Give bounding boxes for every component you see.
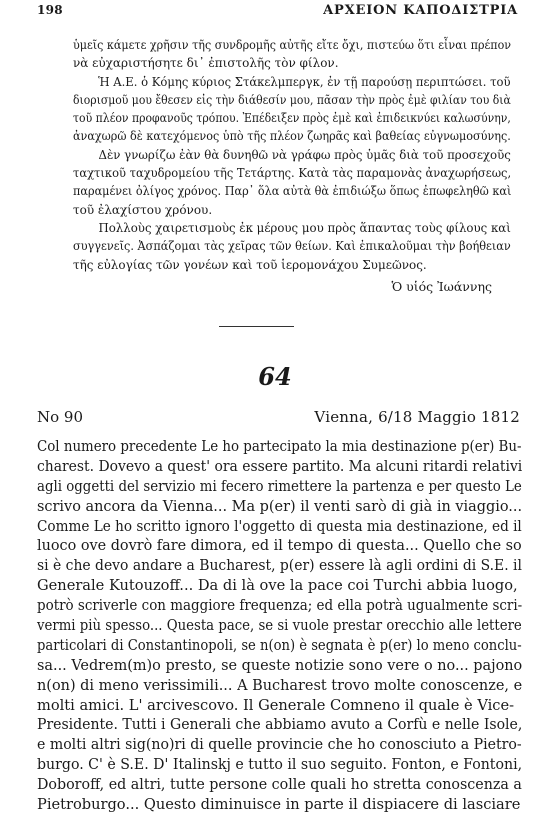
running-title: ΑΡΧΕΙΟΝ ΚΑΠΟΔΙΣΤΡΙΑ — [323, 3, 518, 18]
greek-line: διορισμοῦ μου ἔθεσεν εἰς τὴν διάθεσίν μου, πᾶσαν τὴν πρὸς ἐμὲ φιλίαν του διὰ — [73, 92, 511, 107]
italian-line: agli oggetti del servizio mi fecero rimettere la partenza e per questo Le — [37, 477, 522, 495]
italian-line: vermi più spesso... Questa pace, se si vuole prestar orecchio alle lettere — [37, 617, 522, 635]
signature: Ὁ υἱός Ἰωάννης — [391, 278, 492, 294]
greek-line: συγγενεῖς. Ἀσπάζομαι τὰς χεῖρας τῶν θείων. Καὶ ἐπικαλοῦμαι τὴν βοήθειαν — [73, 239, 511, 254]
italian-line: sa... Vedrem(m)o presto, se queste notizie sono vere o no... pajono — [37, 656, 523, 674]
greek-line: ταχτικοῦ ταχυδρομείου τῆς Τετάρτης. Κατὰ τὰς παραμονὰς ἀναχωρήσεως, — [73, 166, 512, 181]
document-number: 64 — [258, 362, 292, 391]
italian-line: Generale Kutouzoff... Da di là ove la pace coi Turchi abbia luogo, — [37, 577, 518, 595]
greek-line: ὑμεῖς κάμετε χρῆσιν τῆς συνδρομῆς αὐτῆς εἴτε ὄχι, πιστεύω ὅτι εἶναι πρέπον — [73, 38, 512, 52]
page-number: 198 — [37, 3, 63, 17]
greek-line: τῆς εὐλογίας τῶν γονέων καὶ τοῦ ἱερομονάχου Συμεῶνος. — [73, 257, 427, 272]
greek-text-block — [73, 36, 512, 296]
italian-line: scrivo ancora da Vienna... Ma p(er) il venti sarò di già in viaggio... — [37, 497, 523, 515]
italian-line: molti amici. L' arcivescovo. Il Generale Comneno il quale è Vice- — [37, 696, 515, 714]
italian-line: burgo. C' è S.E. D' Italinskj e tutto il suo seguito. Fonton, e Fontoni, — [37, 756, 523, 774]
italian-line: particolari di Constantinopoli, se n(on) è segnata è p(er) lo meno conclu- — [37, 636, 522, 654]
separator-rule — [219, 326, 294, 327]
italian-line: Doboroff, ed altri, tutte persone colle quali ho stretta conoscenza a — [37, 776, 522, 794]
place-date: Vienna, 6/18 Maggio 1812 — [314, 408, 520, 426]
letter-number: No 90 — [37, 408, 84, 426]
italian-line: luoco ove dovrò fare dimora, ed il tempo di questa... Quello che so — [37, 537, 522, 555]
italian-text-block — [37, 437, 522, 815]
greek-line: Ἡ Α.Ε. ὁ Κόμης κύριος Στάκελμπεργκ, ἐν τῇ παρούσῃ περιπτώσει. τοῦ — [98, 74, 511, 89]
italian-line: e molti altri sig(no)ri di quelle provincie che ho conosciuto a Pietro- — [37, 736, 522, 754]
greek-line: ἀναχωρῶ δὲ κατεχόμενος ὑπὸ τῆς πλέον ζωηρᾶς καὶ βαθείας εὐγνωμοσύνης. — [73, 129, 511, 144]
page-header — [37, 3, 518, 23]
greek-line: τοῦ ἐλαχίστου χρόνου. — [73, 202, 213, 217]
italian-line: potrò scriverle con maggiore frequenza; ed ella potrà ugualmente scri- — [37, 597, 523, 615]
letter-meta — [37, 408, 520, 428]
italian-line: Comme Le ho scritto ignoro l'oggetto di questa mia destinazione, ed il — [37, 517, 522, 535]
italian-line: Pietroburgo... Questo diminuisce in parte il dispiacere di lasciare — [37, 796, 521, 814]
italian-line: Col numero precedente Le ho partecipato la mia destinazione p(er) Bu- — [37, 438, 522, 455]
italian-line: si è che devo andare a Bucharest, p(er) essere là agli ordini di S.E. il — [37, 557, 522, 575]
italian-line: Presidente. Tutti i Generali che abbiamo avuto a Corfù e nelle Isole, — [37, 716, 523, 734]
greek-line: Δὲν γνωρίζω ἐὰν θὰ δυνηθῶ νὰ γράφω πρὸς ὑμᾶς διὰ τοῦ προσεχοῦς — [98, 147, 511, 162]
italian-line: charest. Dovevo a quest' ora essere partito. Ma alcuni ritardi relativi — [37, 457, 523, 475]
greek-line: νὰ εὐχαριστήσητε δι᾿ ἐπιστολῆς τὸν φίλον. — [73, 56, 339, 71]
greek-line: Πολλοὺς χαιρετισμοὺς ἐκ μέρους μου πρὸς ἅπαντας τοὺς φίλους καὶ — [98, 220, 511, 235]
greek-line: τοῦ πλέον προφανοῦς τρόπου. Ἐπέδειξεν πρὸς ἐμὲ καὶ ἐπιδεικνύει καλωσύνην, — [73, 111, 511, 126]
italian-line: n(on) di meno verissimili... A Bucharest trovo molte conoscenze, e — [37, 676, 523, 694]
greek-line: παραμένει ὀλίγος χρόνος. Παρ᾿ ὅλα αὐτὰ θὰ ἐπιδιώξω ὅπως ἐπωφεληθῶ καὶ — [73, 184, 512, 199]
